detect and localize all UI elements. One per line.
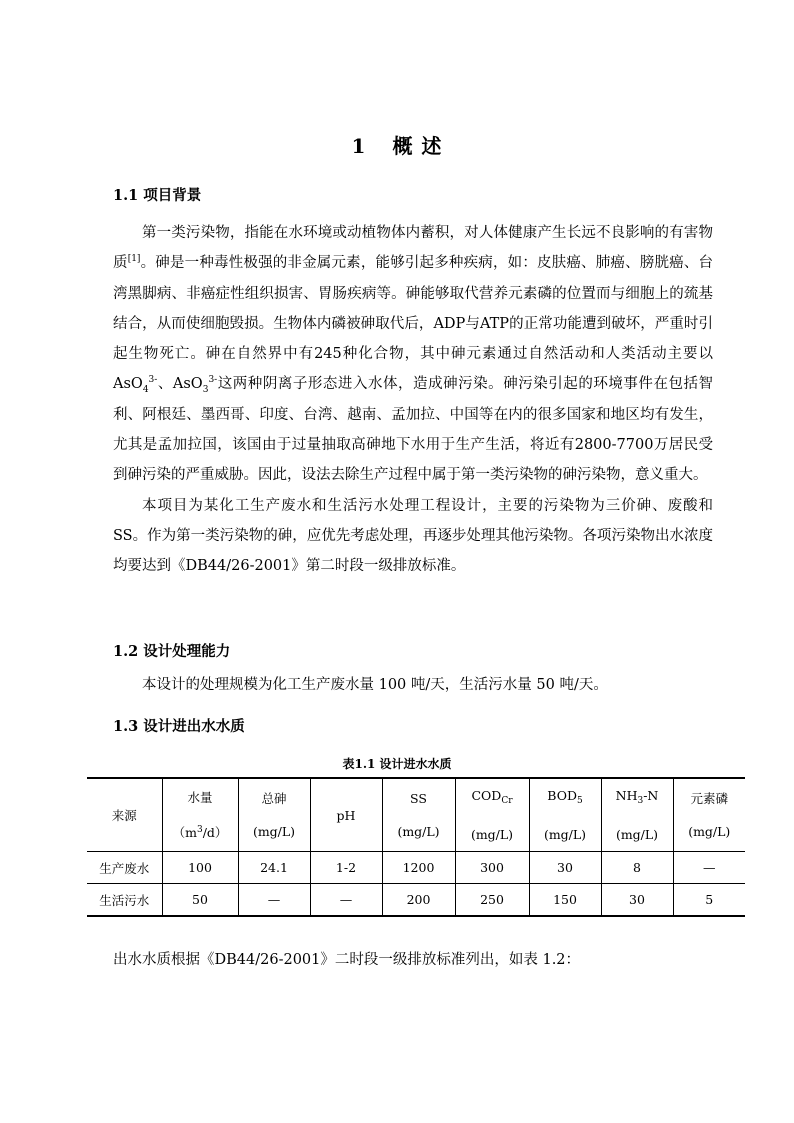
table-row xyxy=(87,884,745,917)
section-heading-1-3: 1.3 设计进出水水质 xyxy=(113,718,245,735)
paragraph-background xyxy=(113,218,713,582)
header-phosphorus: 元素磷 (mg/L) xyxy=(673,778,745,852)
table-cell: 5 xyxy=(673,884,745,917)
chapter-number: 1 xyxy=(351,134,367,158)
table-row xyxy=(87,852,745,884)
section-heading-1-1: 1.1 项目背景 xyxy=(113,187,202,204)
section-heading-1-2: 1.2 设计处理能力 xyxy=(113,643,231,660)
header-source: 来源 xyxy=(87,778,162,852)
table-cell: — xyxy=(238,884,310,917)
chapter-title xyxy=(0,130,794,159)
table-cell: 生产废水 xyxy=(87,852,162,884)
header-nh3n: $NH_3-N$ (mg/L) xyxy=(601,778,673,852)
table-cell: 1200 xyxy=(382,852,455,884)
table-cell: 1-2 xyxy=(310,852,382,884)
header-ss: SS (mg/L) xyxy=(382,778,455,852)
table-cell: 50 xyxy=(162,884,238,917)
header-bod: $BOD_5$ (mg/L) xyxy=(529,778,601,852)
table-cell: 30 xyxy=(529,852,601,884)
table-cell: 8 xyxy=(601,852,673,884)
citation-ref: [1] xyxy=(127,254,141,265)
header-total-arsenic: 总砷 (mg/L) xyxy=(238,778,310,852)
table-cell: 200 xyxy=(382,884,455,917)
header-ph: pH xyxy=(310,778,382,852)
paragraph-2: 本项目为某化工生产废水和生活污水处理工程设计，主要的污染物为三价砷、废酸和 SS。作为第一类污染物的砷，应优先考虑处理，再逐步处理其他污染物。各项污染物出水浓度均要达到《DB44/26-2001》第二时段一级排放标准。 xyxy=(113,497,713,575)
table-cell: 24.1 xyxy=(238,852,310,884)
table-cell: 250 xyxy=(455,884,529,917)
table-cell: 30 xyxy=(601,884,673,917)
table-cell: 100 xyxy=(162,852,238,884)
table-cell: 150 xyxy=(529,884,601,917)
paragraph-capacity xyxy=(113,670,713,700)
ion-arsenate: AsO$_4^{3-}$ xyxy=(113,375,158,396)
header-cod: $COD_{Cr}$ (mg/L) xyxy=(455,778,529,852)
chapter-title-text: 概 述 xyxy=(392,134,443,158)
table-caption: 表1.1 设计进水水质 xyxy=(342,757,452,771)
table-cell: — xyxy=(310,884,382,917)
table-cell: — xyxy=(673,852,745,884)
header-water-volume: 水量 $(m^3/d)$ xyxy=(162,778,238,852)
ion-arsenite: AsO$_3^{3-}$ xyxy=(172,375,218,396)
table-cell: 300 xyxy=(455,852,529,884)
paragraph-1: 第一类污染物，指能在水环境或动植物体内蓄积，对人体健康产生长远不良影响的有害物质[1]。砷是一种毒性极强的非金属元素，能够引起多种疾病，如：皮肤癌、肺癌、膀胱癌、台湾黑脚病、非癌症性组织损害、胃肠疾病等。砷能够取代营养元素磷的位置而与细胞上的巯基结合，从而使细胞毁损。生物体内磷被砷取代后，ADP与ATP的正常功能遭到破坏，严重时引起生物死亡。砷在自然界中有245种化合物，其中砷元素通过自然活动和人类活动主要以AsO$_4^{3-}$、AsO$_3^{3-}$这两种阴离子形态进入水体，造成砷污染。砷污染引起的环境事件在包括智利、阿根廷、墨西哥、印度、台湾、越南、孟加拉、中国等在内的很多国家和地区均有发生，尤其是孟加拉国，该国由于过量抽取高砷地下水用于生产生活，将近有2800-7700万居民受到砷污染的严重威胁。因此，设法去除生产过程中属于第一类污染物的砷污染物，意义重大。 xyxy=(113,225,714,484)
paragraph-3: 本设计的处理规模为化工生产废水量 100 吨/天，生活污水量 50 吨/天。 xyxy=(142,677,608,693)
influent-quality-table xyxy=(87,777,745,917)
table-header-row xyxy=(87,778,745,852)
table-cell: 生活污水 xyxy=(87,884,162,917)
paragraph-after-table: 出水水质根据《DB44/26-2001》二时段一级排放标准列出，如表 1.2： xyxy=(113,952,581,968)
